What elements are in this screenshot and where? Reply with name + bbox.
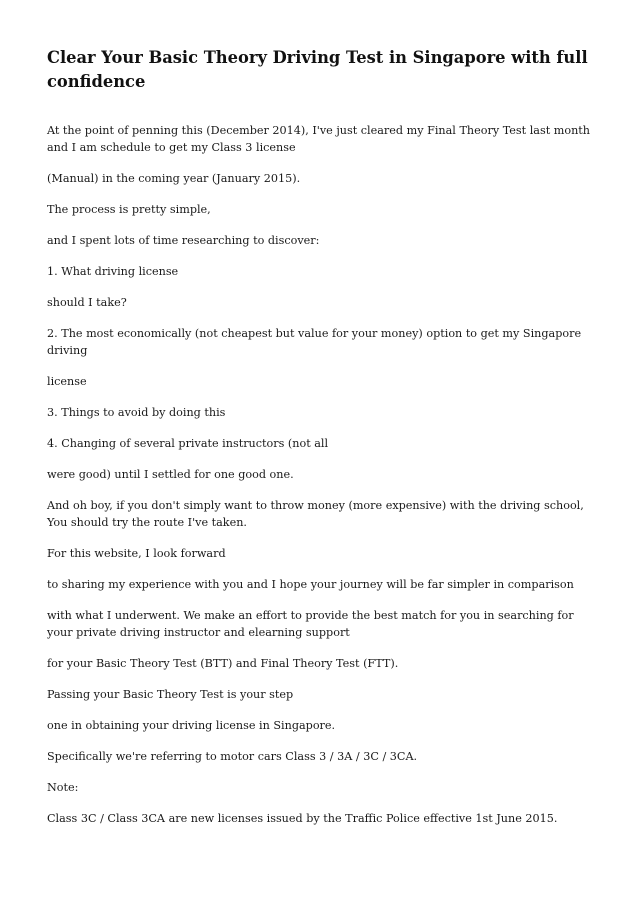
paragraph: Specifically we're referring to motor cars Class 3 / 3A / 3C / 3CA. [47, 750, 418, 763]
paragraph: to sharing my experience with you and I hope your journey will be far simpler in comparison [47, 578, 574, 591]
paragraph: Class 3C / Class 3CA are new licenses issued by the Traffic Police effective 1st June 2015. [47, 812, 558, 825]
document-page [47, 46, 595, 841]
paragraph: with what I underwent. We make an effort to provide the best match for you in searching for your private driving instructor and elearning support [47, 609, 574, 639]
paragraph: The process is pretty simple, [47, 203, 211, 216]
paragraph: 1. What driving license [47, 265, 179, 278]
paragraph: At the point of penning this (December 2014), I've just cleared my Final Theory Test last month and I am schedule to get my Class 3 license [47, 124, 590, 154]
paragraph: were good) until I settled for one good one. [47, 468, 294, 481]
paragraph: license [47, 375, 87, 388]
paragraph: for your Basic Theory Test (BTT) and Final Theory Test (FTT). [47, 657, 399, 670]
paragraph: and I spent lots of time researching to discover: [47, 234, 320, 247]
paragraph: one in obtaining your driving license in Singapore. [47, 719, 336, 732]
paragraph: And oh boy, if you don't simply want to throw money (more expensive) with the driving school, You should try the route I've taken. [47, 499, 584, 529]
document-title: Clear Your Basic Theory Driving Test in Singapore with full confidence [47, 48, 588, 91]
paragraph: 4. Changing of several private instructors (not all [47, 437, 329, 450]
paragraph: 2. The most economically (not cheapest but value for your money) option to get my Singapore driving [47, 327, 582, 357]
paragraph: 3. Things to avoid by doing this [47, 406, 226, 419]
paragraph: (Manual) in the coming year (January 2015). [47, 172, 301, 185]
paragraph: For this website, I look forward [47, 547, 226, 560]
paragraph: should I take? [47, 296, 127, 309]
paragraph: Passing your Basic Theory Test is your step [47, 688, 294, 701]
paragraph: Note: [47, 781, 79, 794]
document-body [47, 122, 595, 827]
